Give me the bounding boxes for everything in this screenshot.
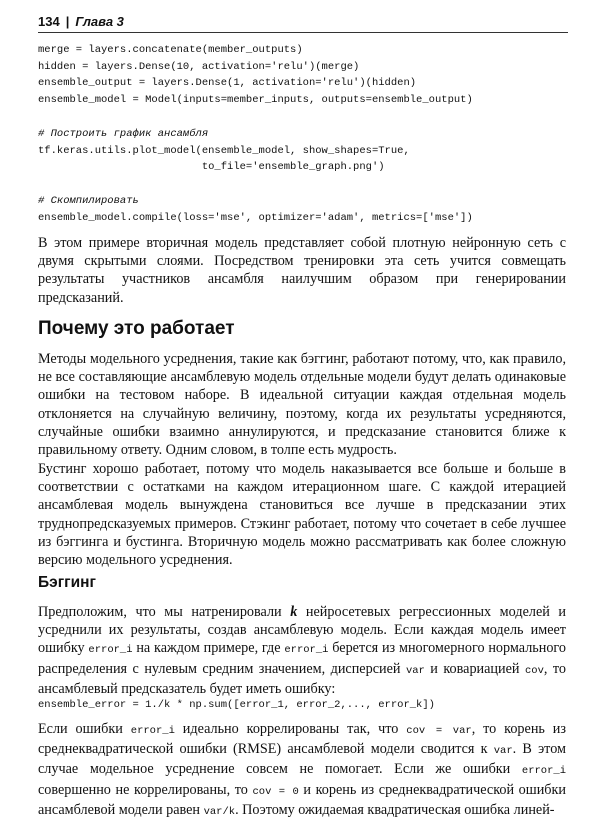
header-separator: | xyxy=(65,14,70,29)
code-block-compile xyxy=(38,193,578,226)
code-block-plot xyxy=(38,126,578,176)
inline-code: cov = 0 xyxy=(252,785,299,798)
code-line: ensemble_model.compile(loss='mse', optimizer='adam', metrics=['mse']) xyxy=(38,211,473,224)
inline-code: error_i xyxy=(521,765,566,778)
code-block-layers xyxy=(38,42,578,108)
paragraph-correlation: Если ошибки error_i идеально коррелированы так, что cov = var, то корень из среднеквадратической ошибки (RMSE) ансамблевой модели сводится к var. В этом случае модельное усреднение совсем не помогает. Если же ошибки error_i совершенно не коррелированы, то cov = 0 и корень из среднеквадратической ошибки ансамблевой модели равен var/k. Поэтому ожидаемая квадратическая ошибка линей- xyxy=(38,721,566,818)
code-line: ensemble_model = Model(inputs=member_inputs, outputs=ensemble_output) xyxy=(38,93,473,106)
code-line: merge = layers.concatenate(member_outputs) xyxy=(38,44,303,56)
inline-code: error_i xyxy=(284,644,329,657)
code-line: ensemble_output = layers.Dense(1, activation='relu')(hidden) xyxy=(38,77,417,89)
subsection-title: Бэггинг xyxy=(38,574,96,591)
inline-code: var xyxy=(493,745,513,758)
inline-code: cov = var xyxy=(406,725,472,737)
code-line: hidden = layers.Dense(10, activation='relu')(merge) xyxy=(38,60,360,73)
page-number: 134 xyxy=(38,14,60,29)
section-title: Почему это работает xyxy=(38,318,235,339)
inline-code: cov xyxy=(524,664,544,677)
variable-k: k xyxy=(290,604,298,620)
paragraph-averaging: Методы модельного усреднения, такие как бэггинг, работают потому, что, как правило, не все составляющие ансамблевую модель отдельные модели будут делать одинаковые ошибки на тестовом наборе. В идеальной ситуации каждая отдельная модель отклоняется на случайную величину, поэтому, когда их результаты усредняются, случайные ошибки взаимно аннулируются, и предсказание становится ближе к правильному ответу. Одним словом, в толпе есть мудрость. xyxy=(38,351,566,459)
page-header xyxy=(38,12,568,33)
chapter-title: Глава 3 xyxy=(75,14,124,29)
paragraph-stacking-intro: В этом примере вторичная модель представляет собой плотную нейронную сеть с двумя скрытыми слоями. Посредством тренировки эта сеть учится совмещать результаты участников ансамбля наилучшим образом при генерировании предсказаний. xyxy=(38,235,566,306)
paragraph-bagging: Предположим, что мы натренировали k нейросетевых регрессионных моделей и усреднили их результаты, создав ансамблевую модель. Если каждая модель имеет ошибку error_i на каждом примере, где error_i берется из многомерного нормального распределения с нулевым средним значением, дисперсией var и ковариацией cov, то ансамблевый предсказатель будет иметь ошибку: xyxy=(38,604,566,697)
code-comment: # Построить график ансамбля xyxy=(38,128,209,140)
code-line: tf.keras.utils.plot_model(ensemble_model, show_shapes=True, xyxy=(38,144,410,157)
code-line: to_file='ensemble_graph.png') xyxy=(38,161,385,173)
inline-code: error_i xyxy=(130,725,175,737)
inline-code: error_i xyxy=(88,644,133,657)
inline-code: var xyxy=(405,664,425,677)
paragraph-boosting: Бустинг хорошо работает, потому что модель наказывается все больше и больше в соответствии с остатками на каждом итерационном шаге. С каждой итерацией ансамблевая модель вынуждена становиться все лучше в предсказании этих труднопредсказуемых примеров. Стэкинг работает, потому что сочетает в себе лучшее из бэггинга и бустинга. Вторичную модель можно рассматривать как более сложную версию модельного усреднения. xyxy=(38,461,566,569)
inline-code: var/k xyxy=(203,805,236,818)
code-comment: # Скомпилировать xyxy=(38,195,139,207)
code-ensemble-error: ensemble_error = 1./k * np.sum([error_1, error_2,..., error_k]) xyxy=(38,699,435,711)
